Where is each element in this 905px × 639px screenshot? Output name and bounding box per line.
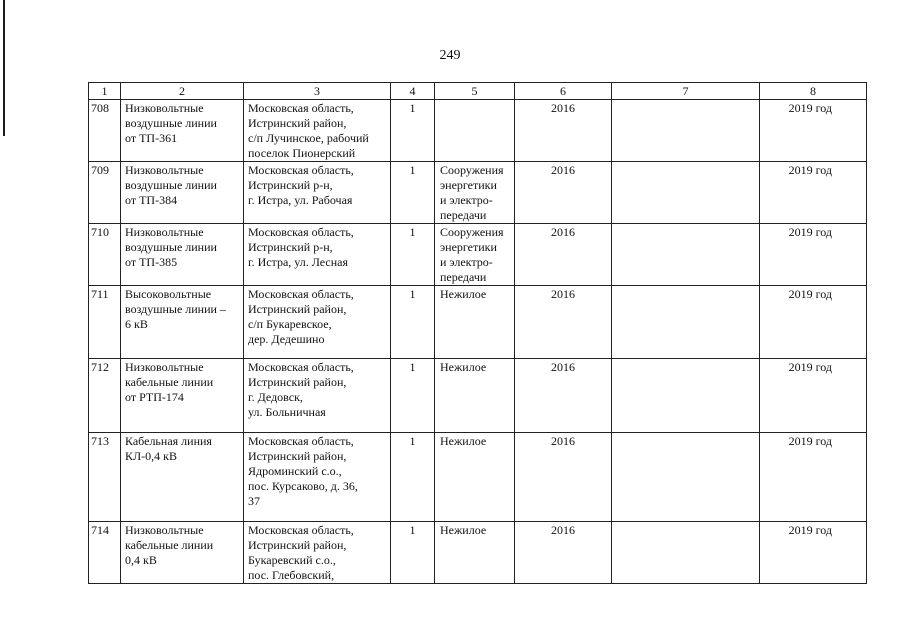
scan-edge-line xyxy=(3,0,5,136)
column-7-cell xyxy=(612,359,760,433)
address-cell xyxy=(244,100,391,162)
address-cell-line: Истринский район, xyxy=(248,302,347,316)
quantity-cell: 1 xyxy=(391,522,435,584)
header-cell: 7 xyxy=(612,83,760,100)
purpose-cell-line: Нежилое xyxy=(440,523,487,537)
row-number-cell: 708 xyxy=(89,100,121,162)
address-cell-line: г. Истра, ул. Рабочая xyxy=(248,193,353,207)
address-cell xyxy=(244,359,391,433)
address-cell-line: с/п Лучинское, рабочий xyxy=(248,131,369,145)
year-cell: 2016 xyxy=(515,433,612,522)
column-7-cell xyxy=(612,286,760,359)
address-cell-line: Истринский район, xyxy=(248,375,347,389)
header-cell: 1 xyxy=(89,83,121,100)
address-cell-line: Московская область, xyxy=(248,101,354,115)
table-row xyxy=(89,522,867,584)
purpose-cell xyxy=(435,224,515,286)
object-name-cell-line: от РТП-174 xyxy=(125,390,184,404)
header-cell: 4 xyxy=(391,83,435,100)
address-cell-line: Московская область, xyxy=(248,225,354,239)
address-cell-line: поселок Пионерский xyxy=(248,146,356,160)
object-name-cell-line: Низковольтные xyxy=(125,225,204,239)
registration-cell: 2019 год xyxy=(760,522,867,584)
registration-cell: 2019 год xyxy=(760,286,867,359)
address-cell-line: Московская область, xyxy=(248,434,354,448)
address-cell-line: Истринский район, xyxy=(248,538,347,552)
object-name-cell-line: Низковольтные xyxy=(125,101,204,115)
purpose-cell-line: Нежилое xyxy=(440,360,487,374)
address-cell-line: Московская область, xyxy=(248,287,354,301)
table-body xyxy=(89,100,867,584)
object-name-cell-line: воздушные линии xyxy=(125,240,217,254)
object-name-cell-line: Кабельная линия xyxy=(125,434,212,448)
registry-table xyxy=(88,82,867,584)
object-name-cell xyxy=(121,522,244,584)
row-number-cell: 712 xyxy=(89,359,121,433)
purpose-cell-line: передачи xyxy=(440,208,487,222)
object-name-cell-line: от ТП-384 xyxy=(125,193,178,207)
object-name-cell-line: кабельные линии xyxy=(125,375,214,389)
object-name-cell-line: 0,4 кВ xyxy=(125,553,157,567)
row-number-cell: 710 xyxy=(89,224,121,286)
object-name-cell xyxy=(121,162,244,224)
quantity-cell: 1 xyxy=(391,433,435,522)
object-name-cell-line: воздушные линии – xyxy=(125,302,226,316)
address-cell-line: пос. Курсаково, д. 36, xyxy=(248,479,358,493)
object-name-cell-line: Низковольтные xyxy=(125,360,204,374)
header-row xyxy=(89,83,867,100)
row-number-cell: 714 xyxy=(89,522,121,584)
address-cell-line: 37 xyxy=(248,494,260,508)
row-number-cell: 711 xyxy=(89,286,121,359)
year-cell: 2016 xyxy=(515,100,612,162)
address-cell-line: Истринский район, xyxy=(248,116,347,130)
object-name-cell-line: воздушные линии xyxy=(125,116,217,130)
address-cell-line: Московская область, xyxy=(248,360,354,374)
address-cell-line: Московская область, xyxy=(248,523,354,537)
object-name-cell-line: от ТП-385 xyxy=(125,255,178,269)
header-cell: 6 xyxy=(515,83,612,100)
quantity-cell: 1 xyxy=(391,286,435,359)
address-cell xyxy=(244,286,391,359)
column-7-cell xyxy=(612,224,760,286)
purpose-cell xyxy=(435,359,515,433)
column-7-cell xyxy=(612,522,760,584)
purpose-cell xyxy=(435,433,515,522)
year-cell: 2016 xyxy=(515,224,612,286)
column-7-cell xyxy=(612,162,760,224)
address-cell xyxy=(244,162,391,224)
header-cell: 2 xyxy=(121,83,244,100)
table-row xyxy=(89,224,867,286)
column-7-cell xyxy=(612,433,760,522)
object-name-cell-line: Низковольтные xyxy=(125,163,204,177)
address-cell-line: Московская область, xyxy=(248,163,354,177)
registration-cell: 2019 год xyxy=(760,100,867,162)
object-name-cell-line: Низковольтные xyxy=(125,523,204,537)
purpose-cell xyxy=(435,522,515,584)
purpose-cell-line: и электро- xyxy=(440,193,493,207)
year-cell: 2016 xyxy=(515,522,612,584)
purpose-cell xyxy=(435,100,515,162)
address-cell xyxy=(244,224,391,286)
address-cell-line: г. Дедовск, xyxy=(248,390,303,404)
object-name-cell xyxy=(121,224,244,286)
row-number-cell: 709 xyxy=(89,162,121,224)
column-7-cell xyxy=(612,100,760,162)
purpose-cell-line: и электро- xyxy=(440,255,493,269)
table-row xyxy=(89,433,867,522)
object-name-cell-line: КЛ-0,4 кВ xyxy=(125,449,177,463)
address-cell-line: пос. Глебовский, xyxy=(248,568,335,582)
purpose-cell-line: энергетики xyxy=(440,240,497,254)
registration-cell: 2019 год xyxy=(760,224,867,286)
object-name-cell xyxy=(121,286,244,359)
registration-cell: 2019 год xyxy=(760,359,867,433)
year-cell: 2016 xyxy=(515,359,612,433)
purpose-cell-line: Сооружения xyxy=(440,163,504,177)
page-number: 249 xyxy=(439,48,461,63)
address-cell-line: Истринский р-н, xyxy=(248,240,333,254)
object-name-cell xyxy=(121,359,244,433)
object-name-cell-line: кабельные линии xyxy=(125,538,214,552)
object-name-cell-line: воздушные линии xyxy=(125,178,217,192)
address-cell-line: Букаревский с.о., xyxy=(248,553,336,567)
purpose-cell xyxy=(435,286,515,359)
address-cell xyxy=(244,522,391,584)
quantity-cell: 1 xyxy=(391,359,435,433)
purpose-cell-line: передачи xyxy=(440,270,487,284)
purpose-cell-line: Нежилое xyxy=(440,434,487,448)
year-cell: 2016 xyxy=(515,162,612,224)
table-row xyxy=(89,100,867,162)
registration-cell: 2019 год xyxy=(760,433,867,522)
address-cell xyxy=(244,433,391,522)
object-name-cell-line: Высоковольтные xyxy=(125,287,212,301)
address-cell-line: г. Истра, ул. Лесная xyxy=(248,255,349,269)
address-cell-line: с/п Букаревское, xyxy=(248,317,332,331)
object-name-cell xyxy=(121,433,244,522)
purpose-cell xyxy=(435,162,515,224)
header-cell: 8 xyxy=(760,83,867,100)
quantity-cell: 1 xyxy=(391,224,435,286)
address-cell-line: дер. Дедешино xyxy=(248,332,325,346)
purpose-cell-line: Нежилое xyxy=(440,287,487,301)
year-cell: 2016 xyxy=(515,286,612,359)
row-number-cell: 713 xyxy=(89,433,121,522)
quantity-cell: 1 xyxy=(391,100,435,162)
purpose-cell-line: энергетики xyxy=(440,178,497,192)
object-name-cell-line: от ТП-361 xyxy=(125,131,178,145)
quantity-cell: 1 xyxy=(391,162,435,224)
object-name-cell xyxy=(121,100,244,162)
table-row xyxy=(89,162,867,224)
registration-cell: 2019 год xyxy=(760,162,867,224)
table-row xyxy=(89,286,867,359)
object-name-cell-line: 6 кВ xyxy=(125,317,148,331)
address-cell-line: ул. Больничная xyxy=(248,405,326,419)
purpose-cell-line: Сооружения xyxy=(440,225,504,239)
address-cell-line: Ядроминский с.о., xyxy=(248,464,342,478)
header-cell: 3 xyxy=(244,83,391,100)
header-cell: 5 xyxy=(435,83,515,100)
address-cell-line: Истринский район, xyxy=(248,449,347,463)
table-row xyxy=(89,359,867,433)
address-cell-line: Истринский р-н, xyxy=(248,178,333,192)
